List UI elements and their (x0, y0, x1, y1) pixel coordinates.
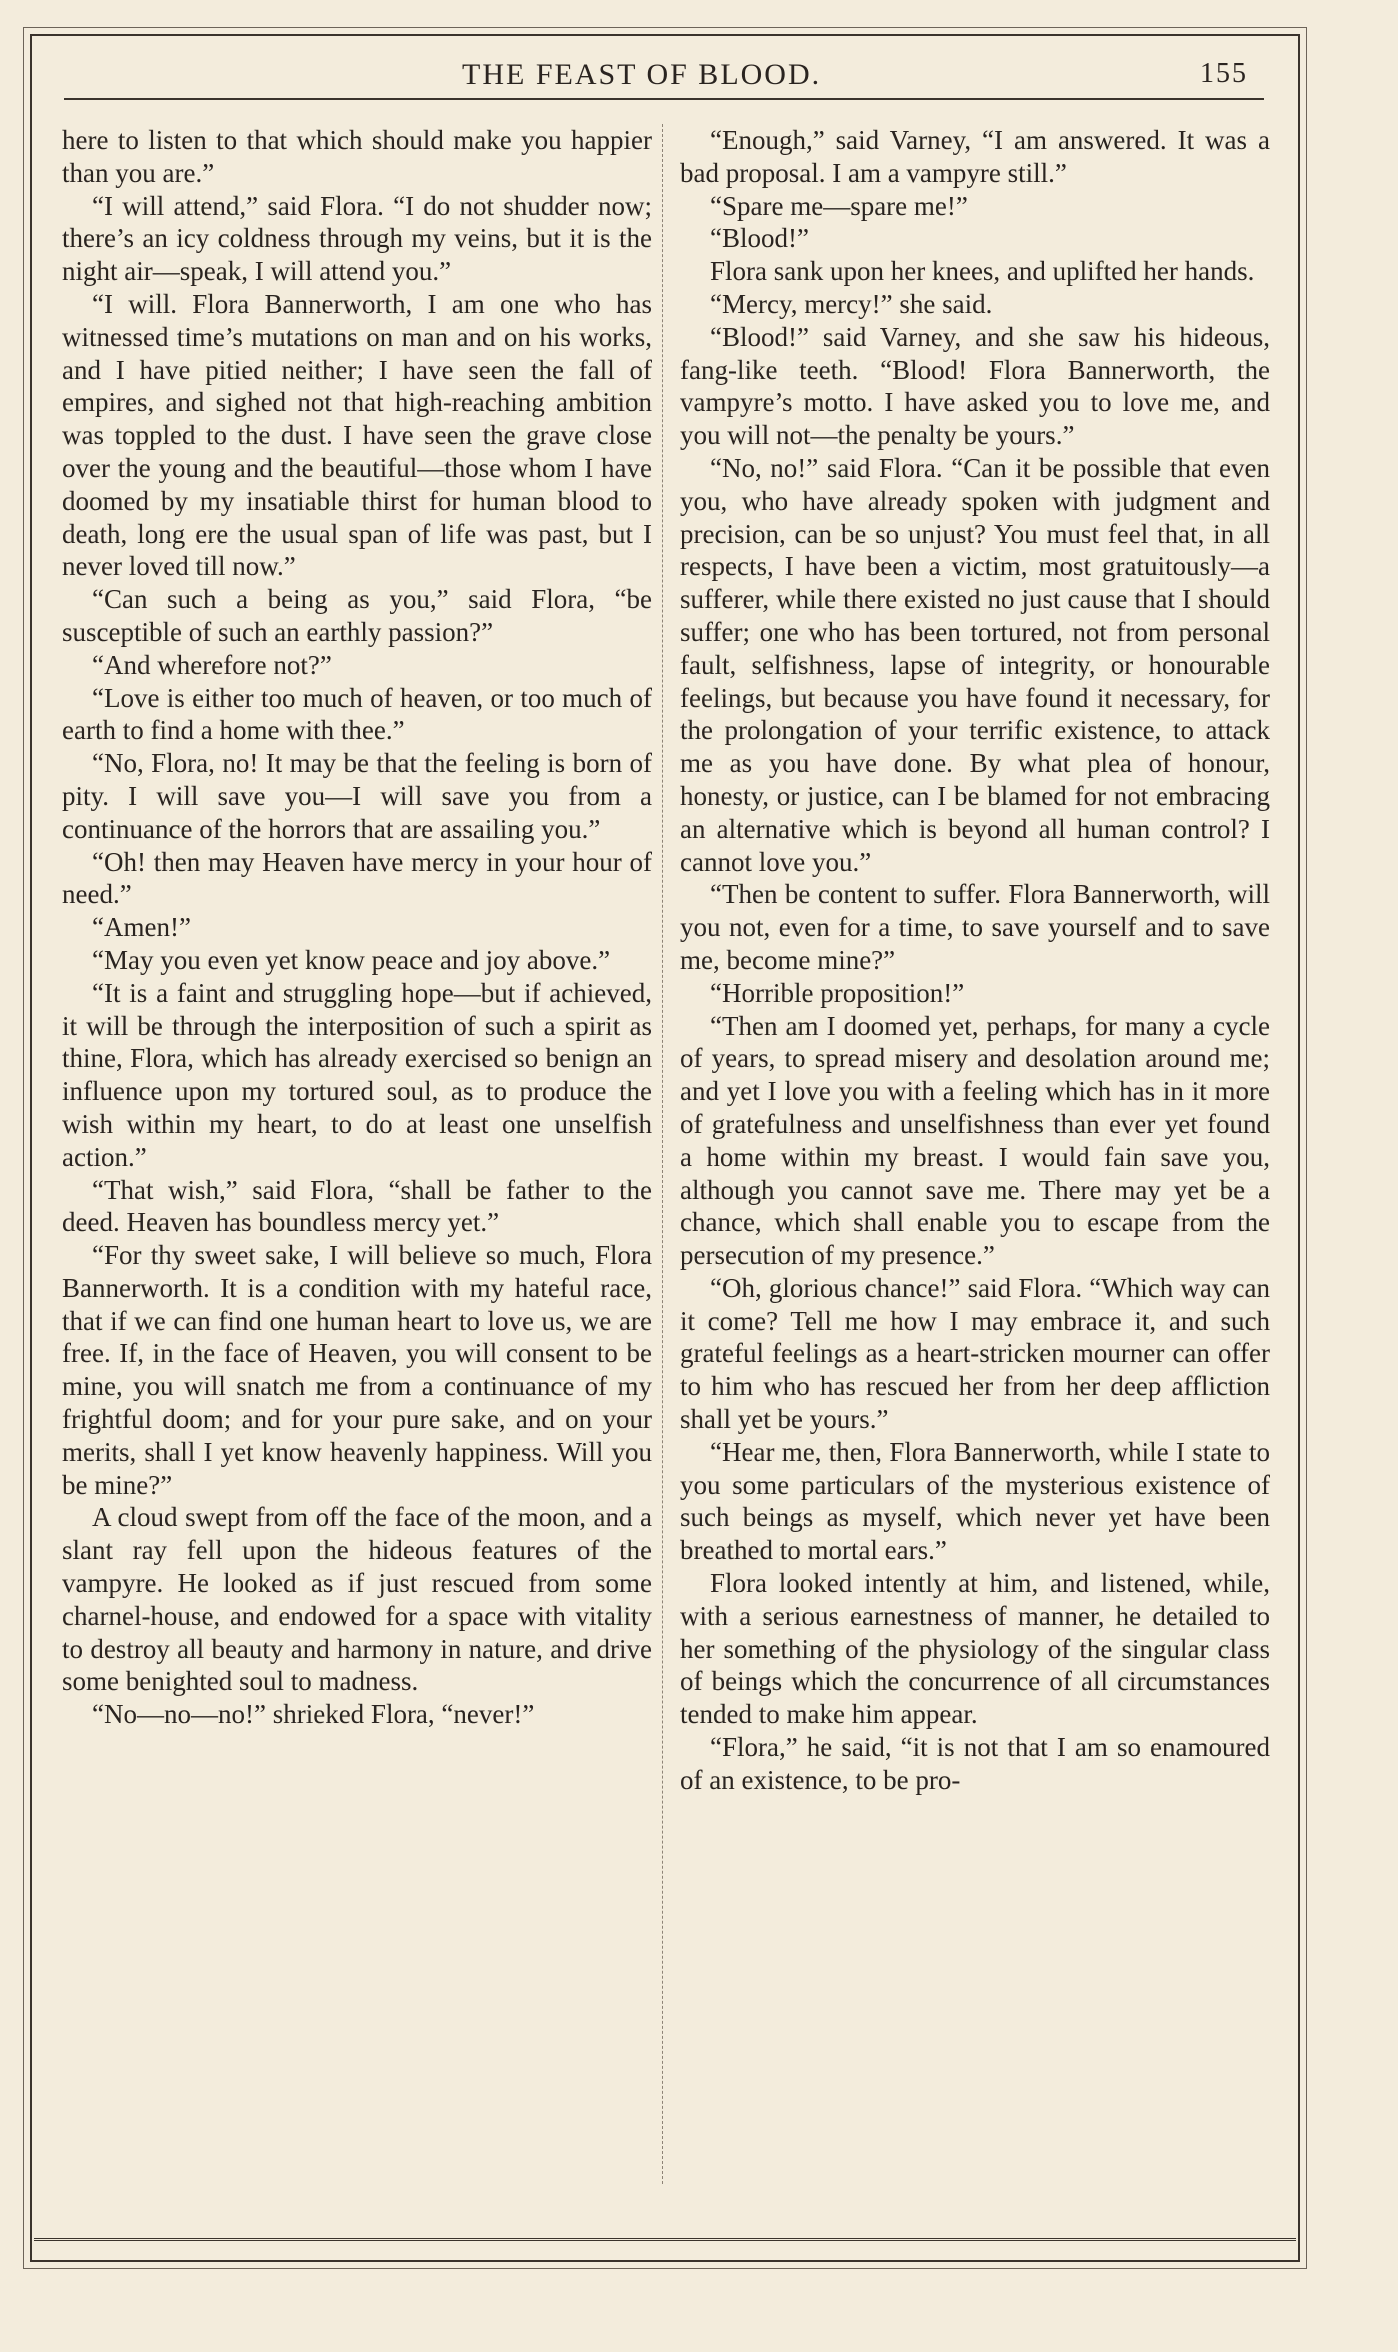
paragraph: “Amen!” (92, 912, 191, 943)
paragraph: “For thy sweet sake, I will believe so much, Flora Bannerworth. It is a condition with my hateful race, that if we can find one human heart to love us, we are free. If, in the face of Heaven, you will consent to be mine, you will snatch me from a continuance of my frightful doom; and for your pure sake, and on your merits, shall I yet know heavenly happiness. Will you be mine?” (62, 1240, 652, 1500)
column-divider (662, 124, 663, 2184)
paragraph: “Spare me—spare me!” (710, 190, 968, 221)
bottom-rule (34, 2238, 1296, 2241)
paragraph: “Then am I doomed yet, perhaps, for many a cycle of years, to spread misery and desolation around me; and yet I love you with a feeling which has in it more of gratefulness and unselfishness than ever yet found a home within my breast. I would fain save you, although you cannot save me. There may yet be a chance, which shall enable you to escape from the persecution of my presence.” (680, 1010, 1270, 1271)
paragraph: “No—no—no!” shrieked Flora, “never!” (92, 1699, 535, 1730)
paragraph: “Mercy, mercy!” she said. (710, 288, 993, 319)
paragraph: “Enough,” said Varney, “I am answered. It was a bad proposal. I am a vampyre still.” (680, 125, 1270, 188)
paragraph: “May you even yet know peace and joy above.” (92, 944, 611, 975)
paragraph: “Oh, glorious chance!” said Flora. “Which way can it come? Tell me how I may embrace it, and such grateful feelings as a heart-stricken mourner can offer to him who has rescued her from her deep affliction shall yet be yours.” (680, 1272, 1270, 1435)
paragraph: Flora sank upon her knees, and uplifted her hands. (710, 256, 1255, 287)
paragraph: A cloud swept from off the face of the moon, and a slant ray fell upon the hideous features of the vampyre. He looked as if just rescued from some charnel-house, and endowed for a space with vitality to destroy all beauty and harmony in nature, and drive some benighted soul to madness. (62, 1502, 652, 1697)
paragraph: “Hear me, then, Flora Bannerworth, while I state to you some particulars of the mysterious existence of such beings as myself, which never yet have been breathed to mortal ears.” (680, 1436, 1270, 1566)
paragraph: “That wish,” said Flora, “shall be father to the deed. Heaven has boundless mercy yet.” (62, 1174, 652, 1238)
paragraph: “No, no!” said Flora. “Can it be possible that even you, who have already spoken with judgment and precision, can be so unjust? You must feel that, in all respects, I have been a victim, most gratuitously—a sufferer, while there existed no just cause that I should suffer; one who has been tortured, not from personal fault, selfishness, lapse of integrity, or honourable feelings, but because you have found it necessary, for the prolongation of your terrific existence, to attack me as you have done. By what plea of honour, honesty, or justice, can I be blamed for not embracing an alternative which is beyond all human control? I cannot love you.” (680, 452, 1270, 877)
paragraph: “Oh! then may Heaven have mercy in your hour of need.” (62, 846, 652, 910)
paragraph: “Blood!” said Varney, and she saw his hideous, fang-like teeth. “Blood! Flora Bannerworth, the vampyre’s motto. I have asked you to love me, and you will not—the penalty be yours.” (680, 321, 1270, 451)
page-number: 155 (1200, 58, 1248, 89)
paragraph: “It is a faint and struggling hope—but if achieved, it will be through the interposition of such a spirit as thine, Flora, which has already exercised so benign an influence upon my tortured soul, as to produce the wish within my heart, to do at least one unselfish action.” (62, 977, 652, 1172)
running-title: THE FEAST OF BLOOD. (462, 58, 822, 91)
left-column (62, 124, 652, 2184)
paragraph: “Then be content to suffer. Flora Bannerworth, will you not, even for a time, to save yourself and to save me, become mine?” (680, 879, 1270, 975)
paragraph: “No, Flora, no! It may be that the feeling is born of pity. I will save you—I will save you from a continuance of the horrors that are assailing you.” (62, 748, 652, 844)
paragraph: Flora looked intently at him, and listened, while, with a serious earnestness of manner, he detailed to her something of the physiology of the singular class of beings which the concurrence of all circumstances tended to make him appear. (680, 1568, 1270, 1730)
running-header (64, 54, 1264, 100)
paragraph: “I will attend,” said Flora. “I do not shudder now; there’s an icy coldness through my veins, but it is the night air—speak, I will attend you.” (62, 190, 652, 287)
paragraph: “Love is either too much of heaven, or too much of earth to find a home with thee.” (62, 682, 652, 746)
paragraph: “Flora,” he said, “it is not that I am so enamoured of an existence, to be pro- (680, 1732, 1270, 1795)
paragraph: “And wherefore not?” (92, 649, 332, 680)
paragraph: here to listen to that which should make you happier than you are.” (62, 125, 652, 188)
right-column (680, 124, 1270, 2184)
paragraph: “Blood!” (710, 223, 809, 254)
paragraph: “I will. Flora Bannerworth, I am one who has witnessed time’s mutations on man and on his works, and I have pitied neither; I have seen the fall of empires, and sighed not that high-reaching ambition was toppled to the dust. I have seen the grave close over the young and the beautiful—those whom I have doomed by my insatiable thirst for human blood to death, long ere the usual span of life was past, but I never loved till now.” (62, 288, 652, 582)
paragraph: “Can such a being as you,” said Flora, “be susceptible of such an earthly passion?” (62, 584, 652, 647)
paragraph: “Horrible proposition!” (710, 977, 965, 1008)
